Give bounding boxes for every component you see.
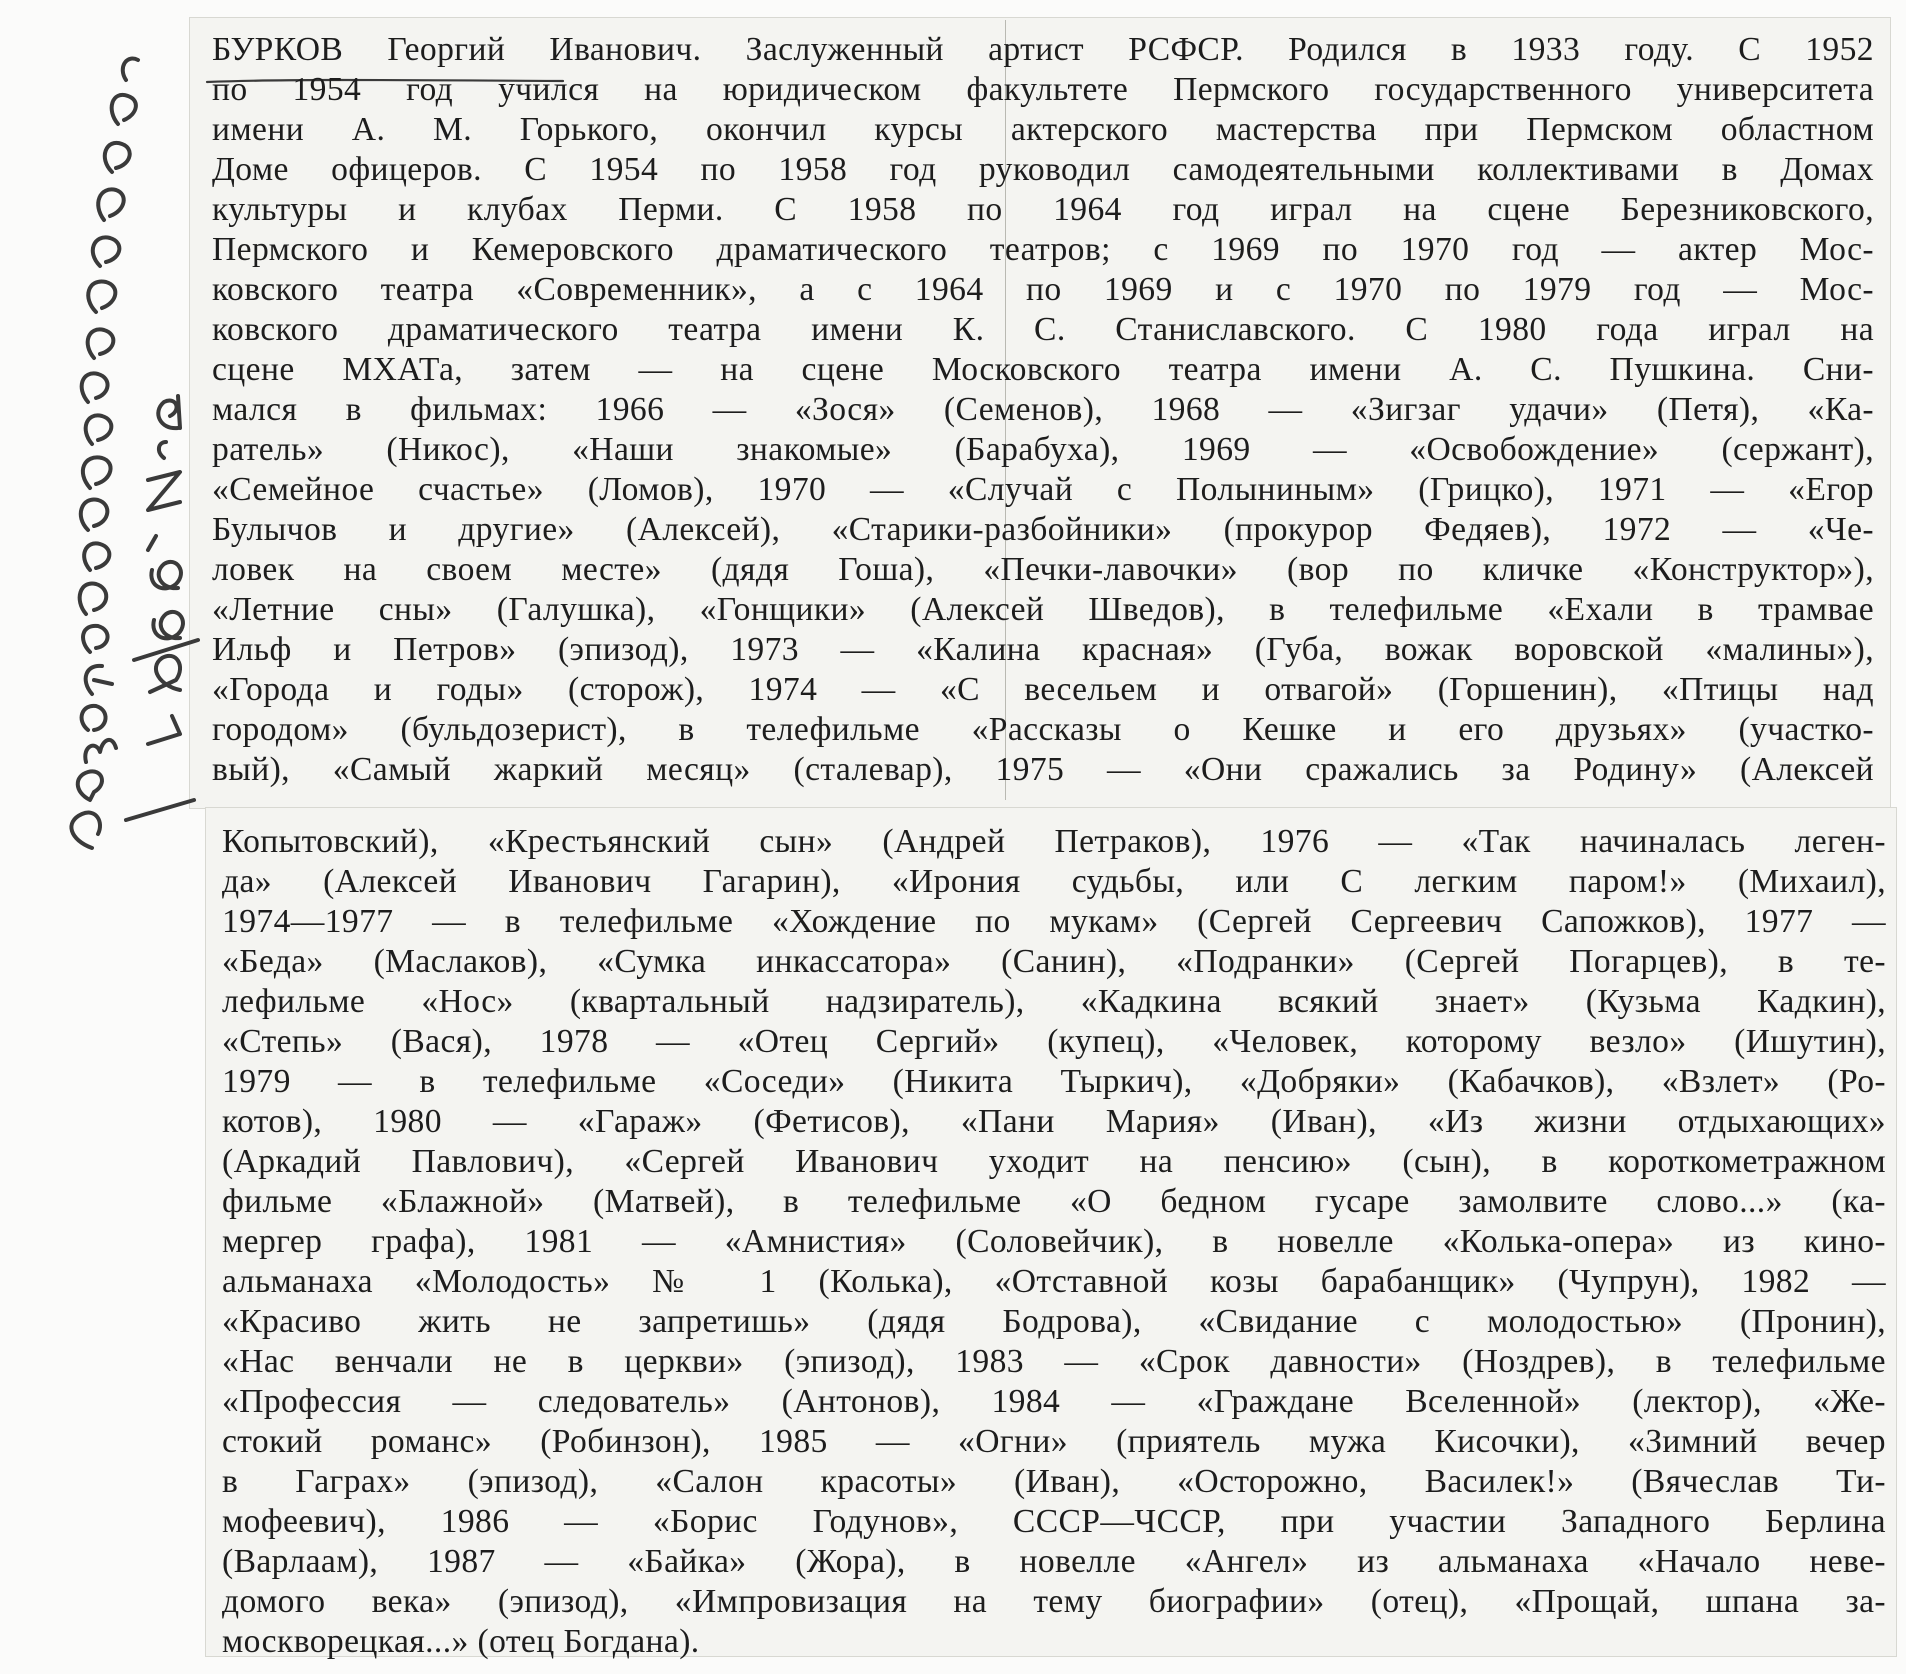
text-line: мергер графа), 1981 — «Амнистия» (Соловейчик), в новелле «Колька-опера» из кино- xyxy=(222,1223,1886,1260)
text-line: городом» (бульдозерист), в телефильме «Рассказы о Кешке и его друзьях» (участко- xyxy=(212,711,1874,748)
handwritten-note-graphic xyxy=(30,40,200,860)
text-line: (Аркадий Павлович), «Сергей Иванович уходит на пенсию» (сын), в короткометражном xyxy=(222,1143,1886,1180)
text-line: сцене МХАТа, затем — на сцене Московского театра имени А. С. Пушкина. Сни- xyxy=(212,351,1874,388)
article-text-bottom xyxy=(222,822,1886,1662)
text-line: домого века» (эпизод), «Импровизация на тему биографии» (отец), «Прощай, шпана за- xyxy=(222,1583,1886,1620)
text-line: Пермского и Кемеровского драматического театров; с 1969 по 1970 год — актер Мос- xyxy=(212,231,1874,268)
text-line: «Красиво жить не запретишь» (дядя Бодрова), «Свидание с молодостью» (Пронин), xyxy=(222,1303,1886,1340)
text-line: стокий романс» (Робинзон), 1985 — «Огни» (приятель мужа Кисочки), «Зимний вечер xyxy=(222,1423,1886,1460)
text-line: ратель» (Никос), «Наши знакомые» (Барабуха), 1969 — «Освобождение» (сержант), xyxy=(212,431,1874,468)
text-line: Ильф и Петров» (эпизод), 1973 — «Калина красная» (Губа, вожак воровской «малины»), xyxy=(212,631,1874,668)
text-line: «Семейное счастье» (Ломов), 1970 — «Случай с Полыниным» (Грицко), 1971 — «Егор xyxy=(212,471,1874,508)
text-line: лефильме «Нос» (квартальный надзиратель), «Кадкина всякий знает» (Кузьма Кадкин), xyxy=(222,983,1886,1020)
text-line: по 1954 год учился на юридическом факультете Пермского государственного университета xyxy=(212,71,1874,108)
text-line: котов), 1980 — «Гараж» (Фетисов), «Пани Мария» (Иван), «Из жизни отдыхающих» xyxy=(222,1103,1886,1140)
text-line: 1979 — в телефильме «Соседи» (Никита Тыркич), «Добряки» (Кабачков), «Взлет» (Ро- xyxy=(222,1063,1886,1100)
text-line: (Варлаам), 1987 — «Байка» (Жора), в новелле «Ангел» из альманаха «Начало неве- xyxy=(222,1543,1886,1580)
text-line: ковского драматического театра имени К. С. Станиславского. С 1980 года играл на xyxy=(212,311,1874,348)
text-line: мался в фильмах: 1966 — «Зося» (Семенов), 1968 — «Зигзаг удачи» (Петя), «Ка- xyxy=(212,391,1874,428)
text-line: ловек на своем месте» (дядя Гоша), «Печки-лавочки» (вор по кличке «Конструктор»), xyxy=(212,551,1874,588)
text-line: да» (Алексей Иванович Гагарин), «Ирония судьбы, или С легким паром!» (Михаил), xyxy=(222,863,1886,900)
text-line: БУРКОВ Георгий Иванович. Заслуженный артист РСФСР. Родился в 1933 году. С 1952 xyxy=(212,31,1874,68)
text-line: ковского театра «Современник», а с 1964 по 1969 и с 1970 по 1979 год — Мос- xyxy=(212,271,1874,308)
text-line: Копытовский), «Крестьянский сын» (Андрей Петраков), 1976 — «Так начиналась леген- xyxy=(222,823,1886,860)
text-line: 1974—1977 — в телефильме «Хождение по мукам» (Сергей Сергеевич Сапожков), 1977 — xyxy=(222,903,1886,940)
text-line: в Гаграх» (эпизод), «Салон красоты» (Иван), «Осторожно, Василек!» (Вячеслав Ти- xyxy=(222,1463,1886,1500)
text-line: вый), «Самый жаркий месяц» (сталевар), 1975 — «Они сражались за Родину» (Алексей xyxy=(212,751,1874,788)
text-line: «Города и годы» (сторож), 1974 — «С весельем и отвагой» (Горшенин), «Птицы над xyxy=(212,671,1874,708)
text-line: «Профессия — следователь» (Антонов), 1984 — «Граждане Вселенной» (лектор), «Же- xyxy=(222,1383,1886,1420)
text-line: культуры и клубах Перми. С 1958 по 1964 год играл на сцене Березниковского, xyxy=(212,191,1874,228)
text-line: «Нас венчали не в церкви» (эпизод), 1983 — «Срок давности» (Ноздрев), в телефильме xyxy=(222,1343,1886,1380)
text-line: «Степь» (Вася), 1978 — «Отец Сергий» (купец), «Человек, которому везло» (Ишутин), xyxy=(222,1023,1886,1060)
text-line: имени А. М. Горького, окончил курсы актерского мастерства при Пермском областном xyxy=(212,111,1874,148)
text-line: Доме офицеров. С 1954 по 1958 год руководил самодеятельными коллективами в Домах xyxy=(212,151,1874,188)
text-line: фильме «Блажной» (Матвей), в телефильме «О бедном гусаре замолвите слово...» (ка- xyxy=(222,1183,1886,1220)
article-text-top xyxy=(212,30,1874,790)
text-line: «Беда» (Маслаков), «Сумка инкассатора» (Санин), «Подранки» (Сергей Погарцев), в те- xyxy=(222,943,1886,980)
text-line: москворецкая...» (отец Богдана). xyxy=(222,1623,700,1660)
text-line: Булычов и другие» (Алексей), «Старики-разбойники» (прокурор Федяев), 1972 — «Че- xyxy=(212,511,1874,548)
text-line: «Летние сны» (Галушка), «Гонщики» (Алексей Шведов), в телефильме «Ехали в трамвае xyxy=(212,591,1874,628)
handwritten-source-note xyxy=(30,40,200,860)
text-line: альманаха «Молодость» № 1 (Колька), «Отставной козы барабанщик» (Чупрун), 1982 — xyxy=(222,1263,1886,1300)
text-line: мофеевич), 1986 — «Борис Годунов», СССР—ЧССР, при участии Западного Берлина xyxy=(222,1503,1886,1540)
